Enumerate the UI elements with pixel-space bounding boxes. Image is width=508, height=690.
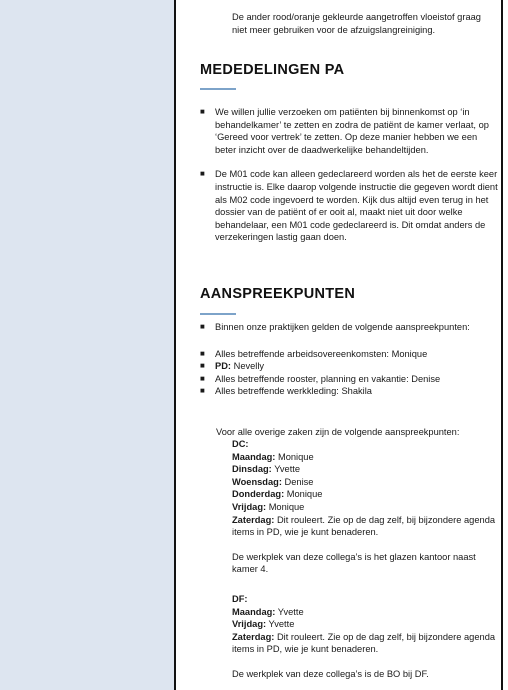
- schedule-location: De werkplek van deze collega’s is het glazen kantoor naast kamer 4.: [232, 551, 476, 575]
- contact-text: Nevelly: [231, 361, 265, 372]
- contact-text: Alles betreffende arbeidsovereenkomsten: Monique: [215, 348, 428, 359]
- contact-text: Alles betreffende werkkleding: Shakila: [215, 386, 372, 397]
- schedule-location: De werkplek van deze collega’s is de BO bij DF.: [232, 668, 429, 679]
- bullet-icon: ■: [200, 373, 205, 383]
- contact-label: PD:: [215, 361, 232, 372]
- bullet-icon: ■: [200, 107, 205, 116]
- list-item: [200, 106, 500, 156]
- schedule-title: DF:: [232, 594, 248, 604]
- bullet-list-mededelingen: [200, 106, 500, 244]
- schedule-row: Maandag: Yvette: [232, 606, 304, 617]
- list-item: [200, 373, 500, 386]
- right-border: [501, 0, 503, 690]
- bullet-icon: ■: [200, 348, 205, 358]
- bullet-list-aanspreekpunten: [200, 321, 500, 398]
- heading-underline: [200, 313, 236, 315]
- heading-mededelingen: MEDEDELINGEN PA: [200, 62, 345, 78]
- list-item: [200, 321, 500, 334]
- bullet-icon: ■: [200, 386, 205, 396]
- schedule-row: Maandag: Monique: [232, 451, 314, 462]
- list-item-text: We willen jullie verzoeken om patiënten bij binnenkomst op ‘in behandelkamer’ te zetten en zodra de patiënt de kamer verlaat, op ‘Gereed voor vertrek’ te zetten. Op deze manier hebben we een beter inzicht over de daadwerkelijke behandeltijden.: [215, 107, 489, 155]
- schedule-row: Woensdag: Denise: [232, 476, 314, 487]
- list-item: [200, 360, 500, 373]
- heading-aanspreekpunten: AANSPREEKPUNTEN: [200, 286, 356, 302]
- schedule-title: DC:: [232, 439, 249, 449]
- schedule-row: Dinsdag: Yvette: [232, 464, 301, 475]
- schedule-row: Vrijdag: Monique: [232, 501, 305, 512]
- contact-text: Alles betreffende rooster, planning en vakantie: Denise: [215, 373, 441, 384]
- list-item: [200, 348, 500, 361]
- intro-text: De ander rood/oranje gekleurde aangetroffen vloeistof graag niet meer gebruiken voor de afzuigslangreiniging.: [232, 12, 481, 35]
- schedule-row: Zaterdag: Dit rouleert. Zie op de dag zelf, bij bijzondere agenda items in PD, wie je kunt benaderen.: [232, 631, 496, 655]
- list-item-text: De M01 code kan alleen gedeclareerd worden als het de eerste keer instructie is. Elke daarop volgende instructie die gegeven wordt dient als M02 code ingevoerd te worden. Kijk dus altijd even terug in het dossier van de patiënt of er ooit al, maakt niet uit door welke behandelaar, een M01 code gedeclareerd is. Dit omdat anders de verzekeringen lastig gaan doen.: [215, 169, 498, 243]
- intro-paragraph: [232, 11, 497, 36]
- bullet-icon: ■: [200, 361, 205, 371]
- schedule-row: Vrijdag: Yvette: [232, 619, 295, 630]
- sidebar-panel: [0, 0, 176, 690]
- schedule-df: [232, 593, 500, 681]
- schedule-row: Donderdag: Monique: [232, 489, 323, 500]
- list-item: [200, 385, 500, 398]
- list-item: [200, 168, 500, 244]
- schedule-dc: [232, 438, 500, 576]
- bullet-icon: ■: [200, 169, 205, 179]
- document-content: [176, 0, 501, 690]
- other-contacts-intro: Voor alle overige zaken zijn de volgende aanspreekpunten:: [216, 427, 460, 437]
- heading-underline: [200, 88, 236, 90]
- list-item-text: Binnen onze praktijken gelden de volgende aanspreekpunten:: [215, 322, 470, 332]
- bullet-icon: ■: [200, 322, 205, 331]
- schedule-row: Zaterdag: Dit rouleert. Zie op de dag zelf, bij bijzondere agenda items in PD, wie je kunt benaderen.: [232, 514, 496, 538]
